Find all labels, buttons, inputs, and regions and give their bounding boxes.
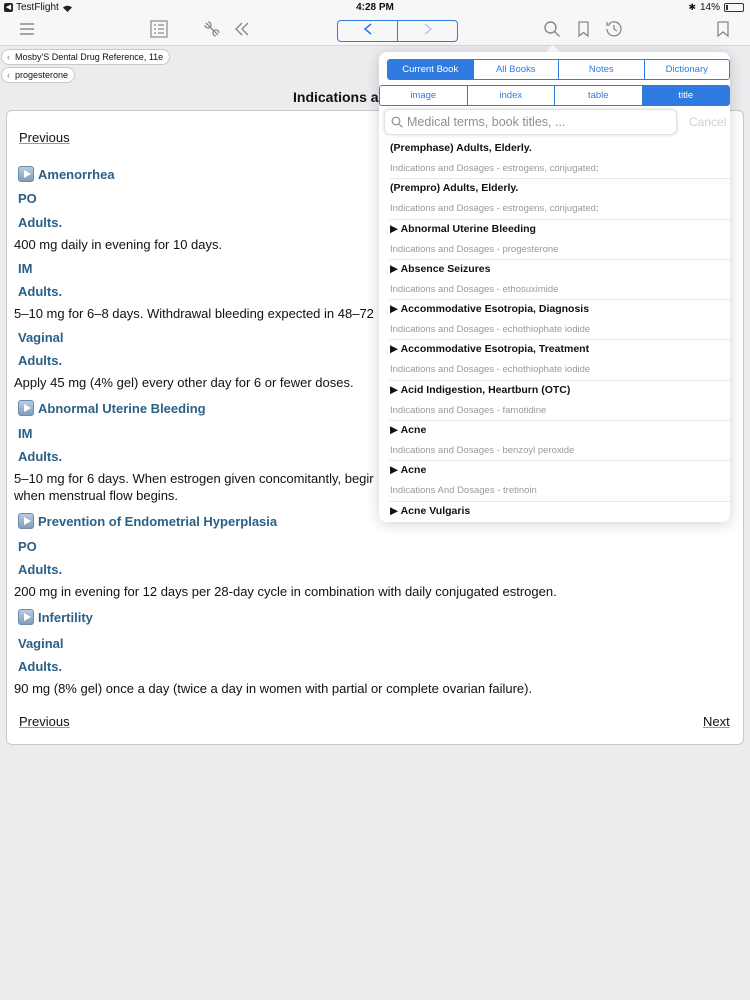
play-icon: [18, 166, 34, 182]
route-vaginal: Vaginal: [18, 636, 64, 651]
page-nav-control: [337, 20, 458, 42]
search-result-source: Indications and Dosages - estrogens, conjugated;: [390, 163, 599, 174]
search-result-item[interactable]: [390, 421, 730, 461]
section-abnormal-uterine-bleeding[interactable]: [18, 400, 206, 416]
chevron-left-icon: ‹: [7, 70, 10, 80]
section-infertility[interactable]: [18, 609, 93, 625]
battery-icon: [724, 3, 744, 12]
search-result-source: Indications and Dosages - benzoyl peroxide: [390, 445, 575, 457]
bluetooth-icon: ✱: [688, 2, 696, 12]
bookmarks-icon[interactable]: [573, 20, 595, 42]
search-result-item[interactable]: [390, 179, 730, 219]
dosage-text: Apply 45 mg (4% gel) every other day for 6 or fewer doses.: [14, 375, 354, 390]
tab-image[interactable]: image: [380, 86, 467, 105]
chevron-left-icon: ‹: [7, 52, 10, 62]
search-result-title: (Prempro) Adults, Elderly.: [390, 182, 519, 195]
route-im: IM: [18, 426, 33, 441]
scope-segmented-control: [387, 59, 730, 80]
search-result-source: Indications and Dosages - echothiophate iodide: [390, 364, 591, 376]
battery-percent: 14%: [699, 2, 720, 13]
search-result-title: ▶ Absence Seizures: [390, 262, 491, 275]
breadcrumb-drug-label: progesterone: [15, 70, 69, 80]
status-right: [688, 2, 744, 13]
history-icon[interactable]: [602, 20, 624, 42]
search-field[interactable]: [384, 109, 677, 135]
population-adults: Adults.: [18, 659, 63, 674]
search-popover: [379, 52, 730, 522]
search-result-title: ▶ Acid Indigestion, Heartburn (OTC): [390, 383, 571, 396]
status-bar: [0, 0, 750, 16]
section-aub-label: Abnormal Uterine Bleeding: [38, 400, 206, 416]
status-app-name[interactable]: TestFlight: [16, 2, 59, 13]
population-adults: Adults.: [18, 562, 63, 577]
search-input[interactable]: [407, 112, 672, 132]
tab-title[interactable]: title: [642, 86, 730, 105]
magnifier-icon: [391, 116, 403, 128]
search-result-title: ▶ Accommodative Esotropia, Diagnosis: [390, 303, 590, 316]
previous-link[interactable]: Previous: [19, 714, 70, 729]
bookmark-icon[interactable]: [712, 20, 734, 42]
population-adults: Adults.: [18, 215, 63, 230]
previous-link[interactable]: Previous: [19, 130, 70, 145]
search-result-source: Indications and Dosages - estrogens, conjugated;: [390, 203, 599, 215]
back-icon[interactable]: [338, 21, 397, 41]
search-result-source: Indications and Dosages - progesterone: [390, 243, 559, 255]
section-amenorrhea[interactable]: [18, 166, 115, 182]
search-result-source: Indications and Dosages - echothiophate iodide: [390, 324, 591, 336]
dosage-text: 200 mg in evening for 12 days per 28-day cycle in combination with daily conjugated estrogen.: [14, 584, 557, 599]
battery-fill: [726, 5, 728, 10]
tab-dictionary[interactable]: Dictionary: [644, 60, 730, 79]
dosage-text: 400 mg daily in evening for 10 days.: [14, 237, 223, 252]
play-icon: [18, 400, 34, 416]
type-segmented-control: [379, 85, 730, 106]
play-icon: [18, 513, 34, 529]
status-time: 4:28 PM: [356, 2, 394, 13]
search-result-title: ▶ Acne: [390, 464, 427, 477]
search-result-title: ▶ Accommodative Esotropia, Treatment: [390, 343, 590, 356]
search-result-source: Indications And Dosages - tretinoin: [390, 485, 537, 497]
tab-table[interactable]: table: [554, 86, 642, 105]
population-adults: Adults.: [18, 449, 63, 464]
dosage-text: when menstrual flow begins.: [14, 488, 179, 503]
route-im: IM: [18, 261, 33, 276]
tab-all-books[interactable]: All Books: [473, 60, 559, 79]
breadcrumb-book-label: Mosby'S Dental Drug Reference, 11e: [15, 52, 164, 62]
menu-icon[interactable]: [16, 20, 38, 42]
search-result-item[interactable]: [390, 220, 730, 260]
play-icon: [18, 609, 34, 625]
dosage-text: 90 mg (8% gel) once a day (twice a day in women with partial or complete ovarian failure).: [14, 681, 533, 696]
tools-icon[interactable]: [201, 20, 223, 42]
search-results-list: [390, 139, 730, 522]
search-result-title: ▶ Acne: [390, 424, 427, 437]
route-vaginal: Vaginal: [18, 330, 64, 345]
route-po: PO: [18, 191, 37, 206]
dosage-text: 5–10 mg for 6–8 days. Withdrawal bleeding expected in 48–72: [14, 306, 374, 321]
search-result-item[interactable]: [390, 340, 730, 380]
back-to-app-icon[interactable]: ◀: [5, 4, 12, 11]
cancel-button[interactable]: Cancel: [689, 115, 727, 129]
next-link[interactable]: Next: [703, 714, 730, 729]
search-result-item[interactable]: [390, 260, 730, 300]
search-result-item[interactable]: [390, 139, 730, 179]
search-result-source: Indications and Dosages - ethosuximide: [390, 283, 559, 295]
section-amenorrhea-label: Amenorrhea: [38, 166, 115, 182]
search-bar: [384, 109, 725, 135]
tab-notes[interactable]: Notes: [558, 60, 644, 79]
breadcrumb-drug[interactable]: [1, 67, 75, 83]
search-result-item[interactable]: [390, 502, 730, 522]
section-infertility-label: Infertility: [38, 609, 93, 625]
section-prevention-endometrial-hyperplasia[interactable]: [18, 513, 277, 529]
search-result-item[interactable]: [390, 461, 730, 501]
tab-current-book[interactable]: Current Book: [388, 60, 473, 79]
forward-icon[interactable]: [397, 21, 457, 41]
double-chevron-left-icon[interactable]: [231, 20, 253, 42]
list-icon[interactable]: [148, 20, 170, 42]
page-title: Indications a: [293, 89, 379, 105]
search-result-title: ▶ Acne Vulgaris: [390, 504, 471, 517]
population-adults: Adults.: [18, 353, 63, 368]
search-result-title: (Premphase) Adults, Elderly.: [390, 142, 532, 154]
search-result-item[interactable]: [390, 300, 730, 340]
dosage-text: 5–10 mg for 6 days. When estrogen given concomitantly, begir: [14, 471, 374, 486]
search-result-title: ▶ Abnormal Uterine Bleeding: [390, 222, 536, 235]
route-po: PO: [18, 539, 37, 554]
section-peh-label: Prevention of Endometrial Hyperplasia: [38, 513, 278, 529]
toolbar: [0, 16, 750, 46]
search-result-item[interactable]: [390, 381, 730, 421]
breadcrumb-book[interactable]: [1, 49, 170, 65]
search-result-source: Indications and Dosages - famotidine: [390, 404, 547, 416]
search-icon[interactable]: [541, 20, 563, 42]
tab-index[interactable]: index: [467, 86, 555, 105]
population-adults: Adults.: [18, 284, 63, 299]
